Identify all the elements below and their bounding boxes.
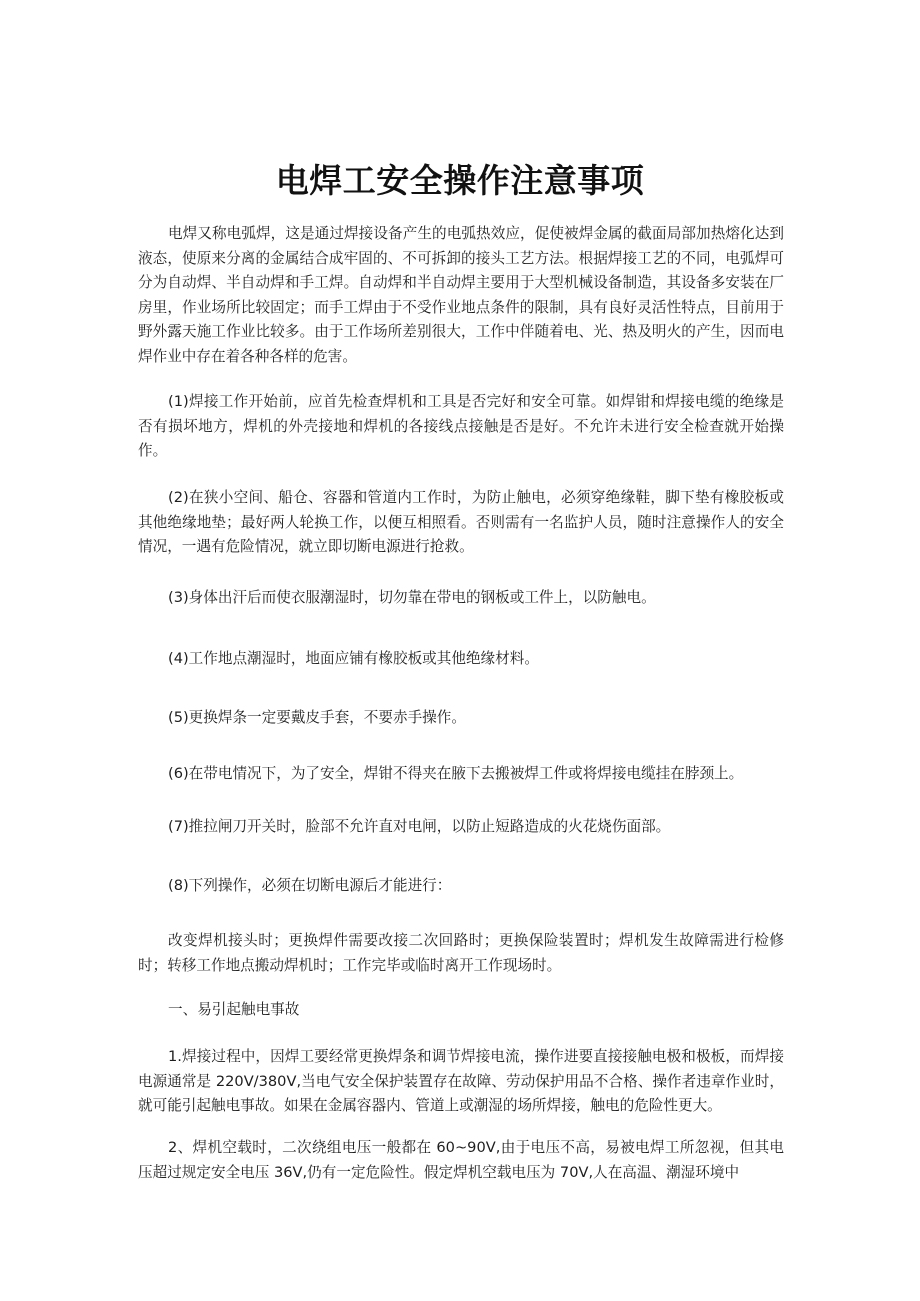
rule-paragraph-4: (4)工作地点潮湿时，地面应铺有橡胶板或其他绝缘材料。 (168, 650, 539, 667)
rule-paragraph-2: (2)在狭小空间、船仓、容器和管道内工作时，为防止触电，必须穿绝缘鞋，脚下垫有橡胶板或其他绝缘地垫；最好两人轮换工作，以便互相照看。否则需有一名监护人员，随时注意操作人的安全情况，一遇有危险情况，就立即切断电源进行抢救。 (138, 489, 784, 555)
rule-paragraph-8: (8)下列操作，必须在切断电源后才能进行： (168, 877, 452, 894)
intro-paragraph: 电焊又称电弧焊，这是通过焊接设备产生的电弧热效应，促使被焊金属的截面局部加热熔化达到液态，使原来分离的金属结合成牢固的、不可拆卸的接头工艺方法。根据焊接工艺的不同，电弧焊可分为自动焊、半自动焊和手工焊。自动焊和半自动焊主要用于大型机械设备制造，其设备多安装在厂房里，作业场所比较固定；而手工焊由于不受作业地点条件的限制，具有良好灵活性特点，目前用于野外露天施工作业比较多。由于工作场所差别很大，工作中伴随着电、光、热及明火的产生，因而电焊作业中存在着各种各样的危害。 (138, 225, 784, 365)
rule-paragraph-1: (1)焊接工作开始前，应首先检查焊机和工具是否完好和安全可靠。如焊钳和焊接电缆的绝缘是否有损坏地方，焊机的外壳接地和焊机的各接线点接触是否是好。不允许未进行安全检查就开始操作。 (138, 393, 784, 459)
rule-paragraph-7: (7)推拉闸刀开关时，脸部不允许直对电闸，以防止短路造成的火花烧伤面部。 (168, 818, 671, 835)
rule-paragraph-3: (3)身体出汗后而使衣服潮湿时，切勿靠在带电的钢板或工件上，以防触电。 (168, 589, 656, 606)
rule-8-details-paragraph: 改变焊机接头时；更换焊件需要改接二次回路时；更换保险装置时；焊机发生故障需进行检修时；转移工作地点搬动焊机时；工作完毕或临时离开工作现场时。 (138, 932, 784, 974)
document-title: 电焊工安全操作注意事项 (275, 161, 645, 201)
hazard-paragraph-2: 2、焊机空载时，二次绕组电压一般都在 60~90V,由于电压不高，易被电焊工所忽视，但其电压超过规定安全电压 36V,仍有一定危险性。假定焊机空载电压为 70V,人在高温、潮湿环境中 (138, 1139, 784, 1181)
section-heading: 一、易引起触电事故 (168, 1001, 300, 1018)
hazard-paragraph-1: 1.焊接过程中，因焊工要经常更换焊条和调节焊接电流，操作进要直接接触电极和极板，而焊接电源通常是 220V/380V,当电气安全保护装置存在故障、劳动保护用品不合格、操作者违章作业时，就可能引起触电事故。如果在金属容器内、管道上或潮湿的场所焊接，触电的危险性更大。 (138, 1048, 784, 1114)
rule-paragraph-6: (6)在带电情况下，为了安全，焊钳不得夹在腋下去搬被焊工件或将焊接电缆挂在脖颈上。 (168, 765, 744, 782)
rule-paragraph-5: (5)更换焊条一定要戴皮手套，不要赤手操作。 (168, 709, 466, 726)
